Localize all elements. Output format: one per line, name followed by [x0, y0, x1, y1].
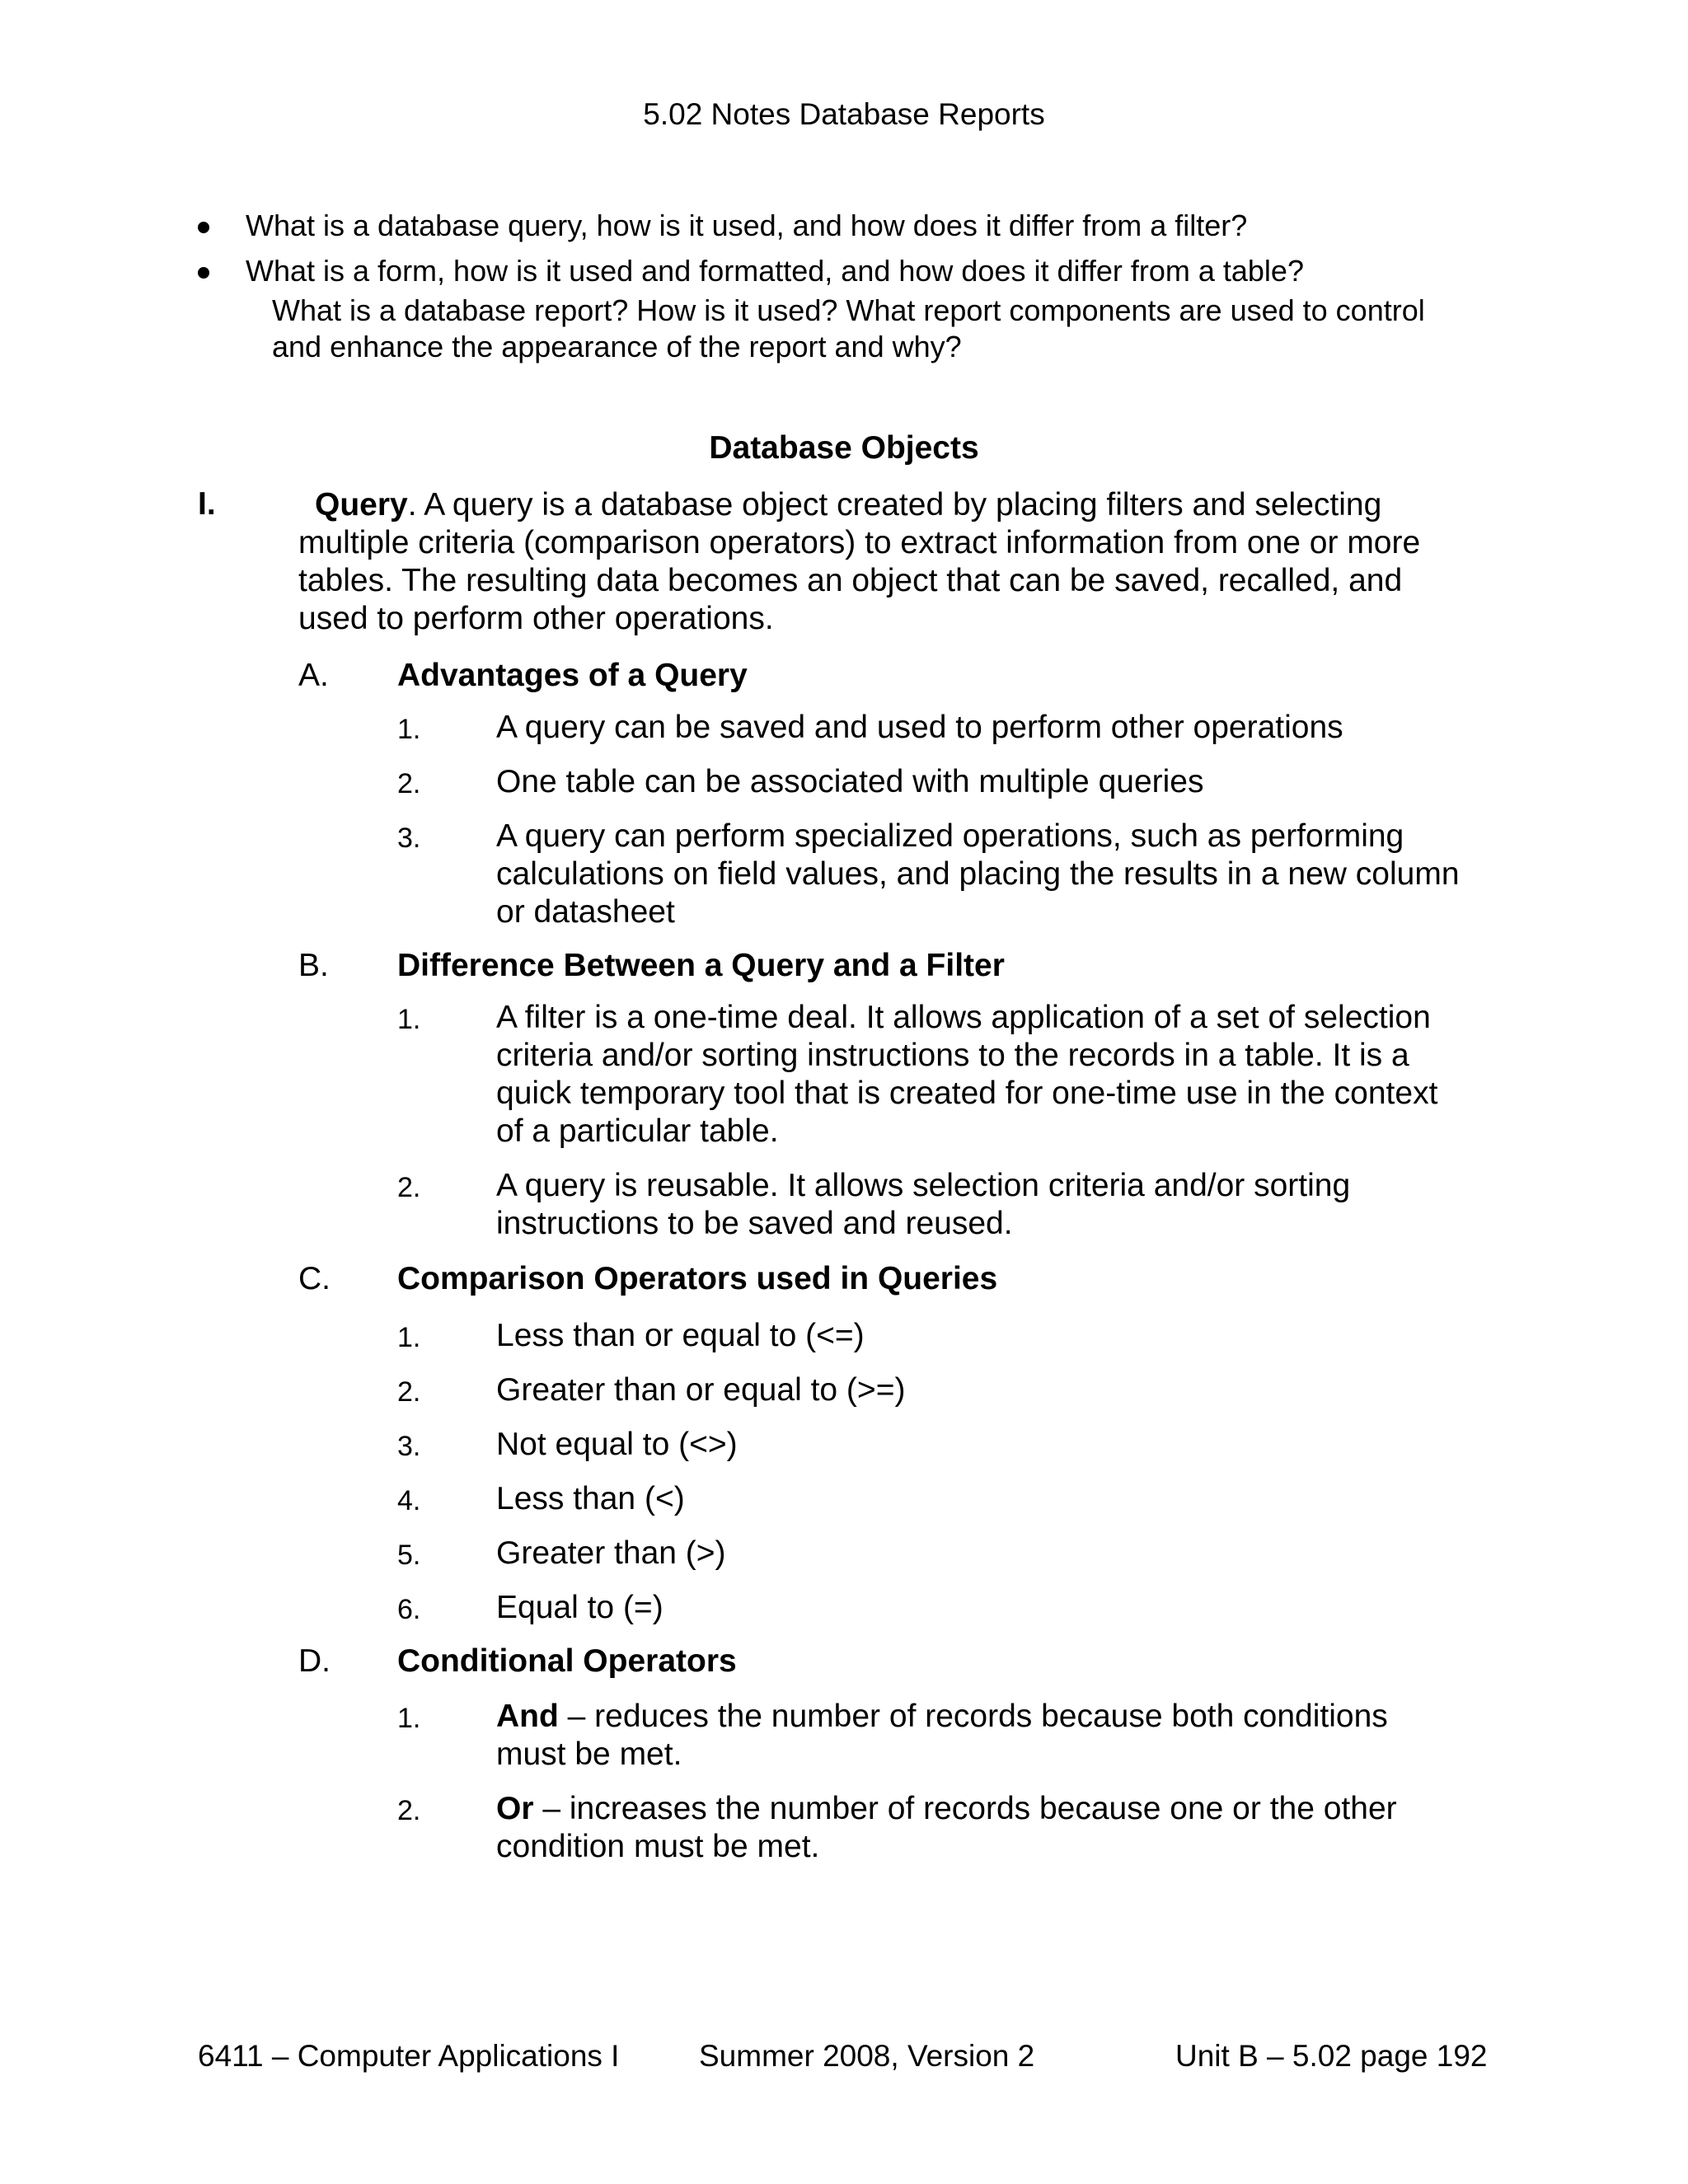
section-title: Conditional Operators	[397, 1643, 737, 1679]
bullet-icon	[198, 267, 209, 279]
intro-question-line: and enhance the appearance of the report and why?	[272, 330, 962, 363]
intro-bullet-text: What is a database query, how is it used, and how does it differ from a filter?	[246, 209, 1248, 242]
list-item	[496, 1317, 865, 1355]
item-number: 3.	[397, 823, 421, 854]
item-number: 2.	[397, 1376, 421, 1408]
definition-line: . A query is a database object created by placing filters and selecting	[407, 487, 1382, 523]
item-line: condition must be met.	[496, 1829, 820, 1864]
footer-course: 6411 – Computer Applications I	[198, 2039, 620, 2073]
item-number: 5.	[397, 1540, 421, 1571]
item-line: of a particular table.	[496, 1113, 779, 1149]
operator-term: Or	[496, 1791, 534, 1826]
section-title: Difference Between a Query and a Filter	[397, 948, 1005, 983]
list-item	[496, 763, 1204, 801]
section-title: Advantages of a Query	[397, 658, 748, 693]
section-heading: Database Objects	[709, 430, 979, 466]
footer-page-number: Unit B – 5.02 page 192	[1175, 2039, 1488, 2073]
item-line: – increases the number of records because one or the other	[533, 1791, 1397, 1826]
definition-line: multiple criteria (comparison operators) to extract information from one or more	[298, 525, 1421, 560]
list-item	[496, 1698, 1388, 1774]
item-line: quick temporary tool that is created for one-time use in the context	[496, 1076, 1438, 1111]
item-line: criteria and/or sorting instructions to the records in a table. It is a	[496, 1038, 1409, 1073]
list-item	[496, 1371, 905, 1409]
section-title: Comparison Operators used in Queries	[397, 1261, 998, 1296]
item-line: Less than (<)	[496, 1481, 685, 1516]
item-line: A query can perform specialized operations, such as performing	[496, 818, 1404, 854]
item-line: Not equal to (<>)	[496, 1427, 738, 1462]
item-line: A query can be saved and used to perform other operations	[496, 710, 1343, 745]
page-title: 5.02 Notes Database Reports	[643, 97, 1045, 131]
list-item	[496, 999, 1437, 1151]
section-letter: A.	[298, 658, 329, 693]
intro-bullet-text: What is a form, how is it used and formatted, and how does it differ from a table?	[246, 254, 1304, 288]
list-item	[496, 709, 1343, 747]
item-line: Less than or equal to (<=)	[496, 1318, 865, 1353]
list-item	[496, 1480, 685, 1518]
list-item	[496, 1426, 738, 1464]
list-item	[496, 1167, 1350, 1243]
list-item	[496, 1589, 663, 1627]
bullet-icon	[198, 222, 209, 233]
list-item	[496, 818, 1460, 931]
item-number: 2.	[397, 1795, 421, 1826]
definition-line: tables. The resulting data becomes an object that can be saved, recalled, and	[298, 563, 1403, 598]
item-number: 6.	[397, 1594, 421, 1625]
item-number: 3.	[397, 1431, 421, 1462]
list-item	[496, 1790, 1397, 1866]
item-number: 2.	[397, 1172, 421, 1203]
item-line: Equal to (=)	[496, 1590, 663, 1625]
intro-question-line: What is a database report? How is it used? What report components are used to control	[272, 293, 1425, 327]
item-line: – reduces the number of records because both conditions	[558, 1699, 1388, 1734]
list-item	[496, 1535, 726, 1572]
section-letter: D.	[298, 1643, 331, 1679]
outline-numeral: I.	[198, 486, 216, 522]
item-number: 2.	[397, 768, 421, 799]
item-line: Greater than or equal to (>=)	[496, 1372, 906, 1408]
section-letter: B.	[298, 948, 329, 983]
item-line: instructions to be saved and reused.	[496, 1206, 1013, 1241]
item-line: must be met.	[496, 1736, 682, 1772]
query-definition	[298, 486, 1420, 638]
item-line: A query is reusable. It allows selection criteria and/or sorting	[496, 1168, 1351, 1203]
item-line: A filter is a one-time deal. It allows application of a set of selection	[496, 1000, 1431, 1035]
section-letter: C.	[298, 1261, 331, 1296]
item-number: 1.	[397, 1004, 421, 1035]
item-number: 1.	[397, 1322, 421, 1353]
item-number: 1.	[397, 1703, 421, 1734]
item-line: Greater than (>)	[496, 1535, 726, 1571]
item-line: or datasheet	[496, 894, 675, 930]
item-number: 1.	[397, 714, 421, 745]
item-line: One table can be associated with multiple queries	[496, 764, 1204, 799]
footer-version: Summer 2008, Version 2	[699, 2039, 1035, 2073]
query-term: Query	[315, 487, 408, 523]
definition-line: used to perform other operations.	[298, 601, 774, 636]
item-line: calculations on field values, and placing the results in a new column	[496, 856, 1460, 892]
operator-term: And	[496, 1699, 559, 1734]
item-number: 4.	[397, 1485, 421, 1516]
